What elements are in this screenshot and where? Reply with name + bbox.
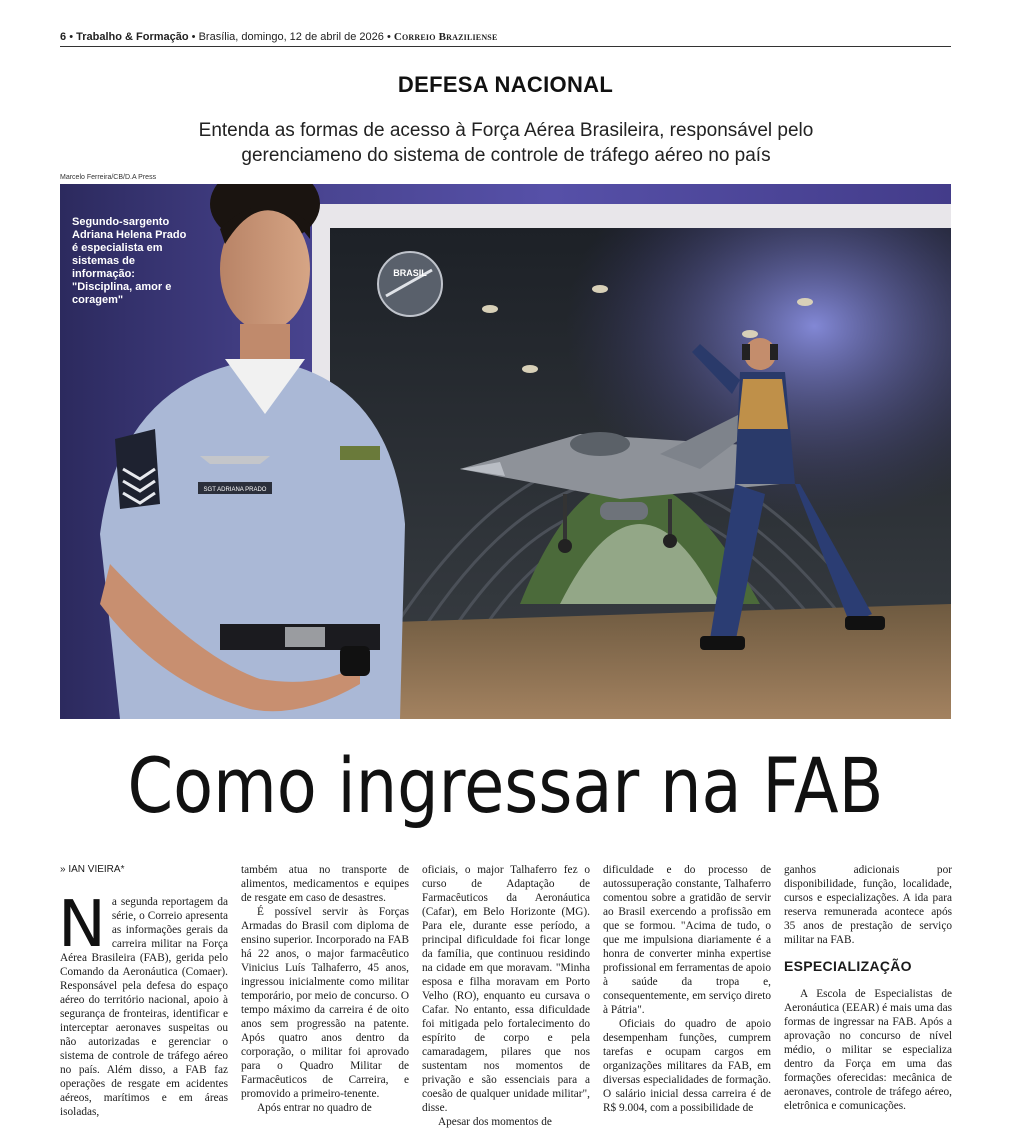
paragraph: Apesar dos momentos de bbox=[438, 1116, 552, 1128]
paragraph: Oficiais do quadro de apoio desempenham funções, cumprem tarefas e ocupam cargos em organizações militares da FAB, em diversas especialidades de formação. O salário inicial dessa carreira é de R$ 9.004, com a possibilidade de bbox=[603, 1018, 771, 1114]
section-kicker: DEFESA NACIONAL bbox=[397, 72, 614, 97]
article-column-1 bbox=[60, 863, 228, 1119]
drop-cap: N bbox=[58, 888, 106, 962]
article-column-5 bbox=[784, 863, 952, 1113]
photo-caption: Segundo-sargento Adriana Helena Prado é especialista em sistemas de informação: "Disciplina, amor e coragem" bbox=[72, 216, 187, 306]
brasil-emblem bbox=[378, 252, 442, 316]
photo-credit: Marcelo Ferreira/CB/D.A Press bbox=[60, 174, 157, 181]
newspaper-name: Correio Braziliense bbox=[393, 31, 498, 43]
name-tag: SGT ADRIANA PRADO bbox=[203, 487, 267, 493]
article-column-3 bbox=[422, 863, 590, 1129]
subhead: ESPECIALIZAÇÃO bbox=[784, 958, 912, 974]
article-deck: Entenda as formas de acesso à Força Aérea Brasileira, responsável pelo gerenciameno do sistema de controle de tráfego aéreo no país bbox=[198, 120, 814, 166]
photo-illustration bbox=[60, 184, 951, 719]
paragraph: ganhos adicionais por disponibilidade, função, localidade, cursos e especializações. A ida para reserva remunerada acontece após 35 anos de prestação de serviço militar na FAB. bbox=[784, 864, 952, 946]
emblem-text: BRASIL bbox=[393, 268, 427, 278]
page-folio: 6 • Trabalho & Formação • Brasília, domingo, 12 de abril de 2026 • Correio Braziliense bbox=[60, 30, 951, 47]
paragraph: É possível servir às Forças Armadas do Brasil com diploma de ensino superior. Incorporado na FAB há 22 anos, o major farmacêutico Vinicius Luís Talhaferro, 45 anos, ingressou inicialmente como militar temporário, por meio de concurso. O tempo máximo da carreira é de oito anos sem progressão na patente. Após quatro anos dentro da corporação, o militar foi aprovado para o Quadro Militar de Farmacêuticos de Carreira, e promovido a primeiro-tenente. bbox=[241, 906, 409, 1100]
article-column-4 bbox=[603, 863, 771, 1115]
paragraph: oficiais, o major Talhaferro fez o curso de Adaptação de Farmacêuticos da Aeronáutica (Cafar), em Belo Horizonte (MG). Para ele, durante esse período, a principal dificuldade foi ficar longe da família, que continuou residindo na cidade em que moravam. "Minha esposa e filha moravam em Porto Velho (RO), enquanto eu cursava o Cafar. No entanto, essa dificuldade foi mitigada pelo fortalecimento do espírito de corpo e pela camaradagem, pilares que nos sustentam nos momentos de privação e são essenciais para a coesão de qualquer unidade militar", disse. bbox=[422, 864, 590, 1114]
lead-photo bbox=[60, 184, 951, 719]
headline: Como ingressar na FAB bbox=[127, 741, 884, 830]
page-number: 6 bbox=[60, 31, 67, 43]
paragraph: Na segunda reportagem da série, o Correio apresenta as informações gerais da carreira militar na Força Aérea Brasileira (FAB), gerida pelo Comando da Aeronáutica (Comaer). Responsável pela defesa do espaço aéreo do território nacional, apoio à segurança de fronteiras, identificar e interceptar aeronaves suspeitas ou não autorizadas e gerenciar o sistema de controle de tráfego aéreo no país. Além disso, a FAB faz operações de resgate em acidentes aéreos, marítimos e em áreas isoladas, bbox=[58, 888, 228, 1118]
paragraph: Após entrar no quadro de bbox=[257, 1102, 372, 1114]
byline: » IAN VIEIRA* bbox=[60, 864, 125, 875]
section-name: Trabalho & Formação bbox=[76, 31, 189, 43]
paragraph: A Escola de Especialistas de Aeronáutica (EEAR) é mais uma das formas de ingressar na FAB. Após a aprovação no concurso de nível médio, o militar se especializa dentro da Força em uma das formações oferecidas: mecânica de aeronaves, controle de tráfego aéreo, eletrônica e comunicações. bbox=[784, 988, 952, 1112]
dateline: Brasília, domingo, 12 de abril de 2026 bbox=[198, 31, 384, 43]
article-column-2 bbox=[241, 863, 409, 1115]
paragraph: também atua no transporte de alimentos, medicamentos e equipes de resgate em caso de desastres. bbox=[241, 864, 409, 904]
paragraph: dificuldade e do processo de autossuperação constante, Talhaferro comentou sobre a gratidão de servir ao Brasil exercendo a profissão em que se formou. "Acima de tudo, o que me impulsiona diariamente é a honra de converter minha expertise profissional em ferramentas de apoio à saúde da tropa e, consequentemente, em serviço direto à Pátria". bbox=[603, 864, 771, 1016]
